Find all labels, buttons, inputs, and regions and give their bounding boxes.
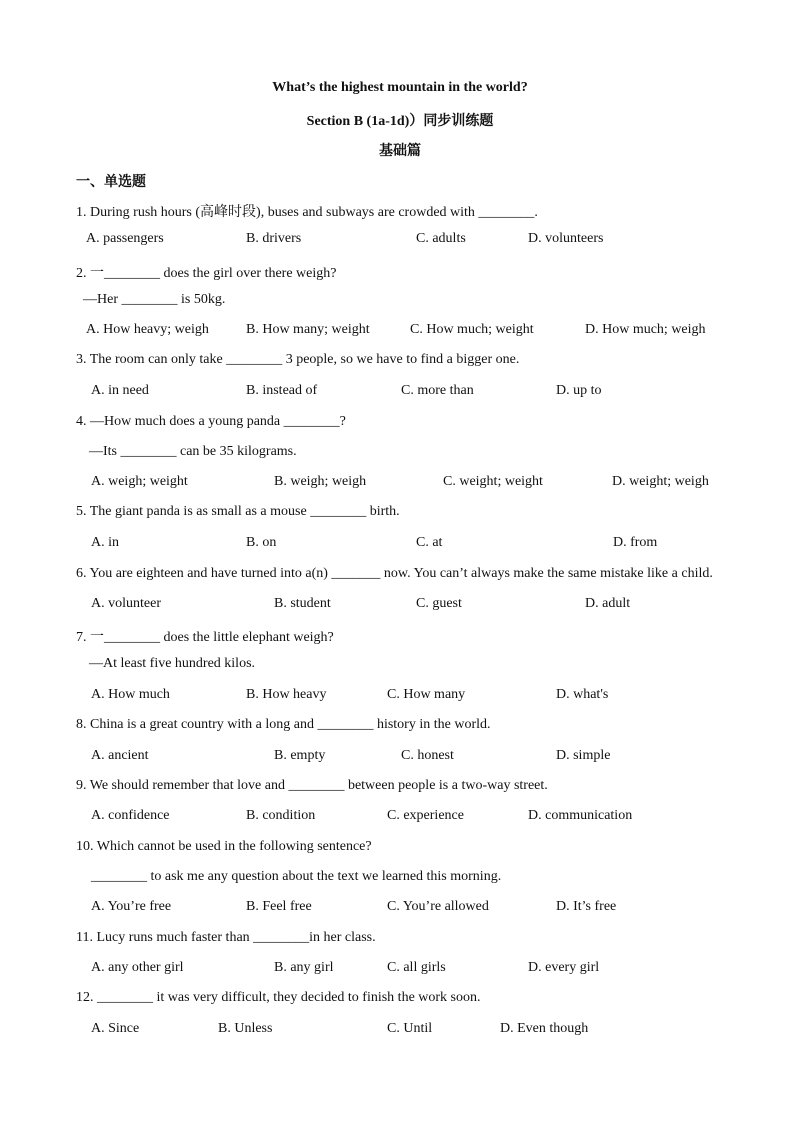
- question-12-option-b[interactable]: B. Unless: [218, 1021, 273, 1036]
- question-3-option-c[interactable]: C. more than: [401, 383, 474, 398]
- question-10-option-c[interactable]: C. You’re allowed: [387, 899, 489, 914]
- question-11-stem: 11. Lucy runs much faster than ________in her class.: [76, 930, 376, 945]
- question-7-line-2: —At least five hundred kilos.: [89, 656, 256, 671]
- question-11-option-d[interactable]: D. every girl: [528, 960, 600, 975]
- question-7-option-b[interactable]: B. How heavy: [246, 687, 327, 702]
- worksheet-title: What’s the highest mountain in the world?: [272, 80, 528, 95]
- question-8-stem: 8. China is a great country with a long and ________ history in the world.: [76, 717, 491, 732]
- question-1-option-d[interactable]: D. volunteers: [528, 231, 604, 246]
- question-4-option-d[interactable]: D. weight; weigh: [612, 474, 709, 489]
- question-10-option-b[interactable]: B. Feel free: [246, 899, 312, 914]
- question-12-option-a[interactable]: A. Since: [91, 1021, 140, 1036]
- question-4-option-b[interactable]: B. weigh; weigh: [274, 474, 367, 489]
- question-7-option-c[interactable]: C. How many: [387, 687, 466, 702]
- question-3-option-a[interactable]: A. in need: [91, 383, 149, 398]
- question-2-option-a[interactable]: A. How heavy; weigh: [86, 322, 209, 337]
- question-2-option-c[interactable]: C. How much; weight: [410, 322, 534, 337]
- question-6-option-d[interactable]: D. adult: [585, 596, 631, 611]
- question-4-option-c[interactable]: C. weight; weight: [443, 474, 543, 489]
- question-3-stem: 3. The room can only take ________ 3 people, so we have to find a bigger one.: [76, 352, 520, 367]
- worksheet-level: 基础篇: [379, 144, 421, 159]
- question-3-option-d[interactable]: D. up to: [556, 383, 602, 398]
- question-5-option-a[interactable]: A. in: [91, 535, 119, 550]
- question-7-option-d[interactable]: D. what's: [556, 687, 609, 702]
- question-8-option-d[interactable]: D. simple: [556, 748, 611, 763]
- question-6-option-a[interactable]: A. volunteer: [91, 596, 161, 611]
- question-6-stem: 6. You are eighteen and have turned into a(n) _______ now. You can’t always make the same mistake like a child.: [76, 566, 713, 581]
- question-1-option-b[interactable]: B. drivers: [246, 231, 302, 246]
- question-11-option-a[interactable]: A. any other girl: [91, 960, 184, 975]
- question-10-stem: 10. Which cannot be used in the following sentence?: [76, 839, 372, 854]
- question-3-option-b[interactable]: B. instead of: [246, 383, 318, 398]
- question-9-option-b[interactable]: B. condition: [246, 808, 316, 823]
- question-8-option-c[interactable]: C. honest: [401, 748, 454, 763]
- question-2-stem: 2. 一________ does the girl over there weigh?: [76, 266, 337, 281]
- question-4-option-a[interactable]: A. weigh; weight: [91, 474, 188, 489]
- question-9-option-d[interactable]: D. communication: [528, 808, 633, 823]
- question-12-option-c[interactable]: C. Until: [387, 1021, 433, 1036]
- question-2-option-d[interactable]: D. How much; weigh: [585, 322, 706, 337]
- question-9-stem: 9. We should remember that love and ________ between people is a two-way street.: [76, 778, 548, 793]
- question-5-option-c[interactable]: C. at: [416, 535, 443, 550]
- question-11-option-b[interactable]: B. any girl: [274, 960, 334, 975]
- question-10-option-d[interactable]: D. It’s free: [556, 899, 617, 914]
- question-1-option-c[interactable]: C. adults: [416, 231, 466, 246]
- question-9-option-c[interactable]: C. experience: [387, 808, 464, 823]
- question-6-option-b[interactable]: B. student: [274, 596, 331, 611]
- question-5-option-b[interactable]: B. on: [246, 535, 277, 550]
- question-2-line-2: —Her ________ is 50kg.: [83, 292, 226, 307]
- question-9-option-a[interactable]: A. confidence: [91, 808, 170, 823]
- worksheet-subtitle: Section B (1a-1d)）同步训练题: [306, 114, 494, 129]
- question-7-option-a[interactable]: A. How much: [91, 687, 170, 702]
- question-7-stem: 7. 一________ does the little elephant weigh?: [76, 630, 334, 645]
- question-2-option-b[interactable]: B. How many; weight: [246, 322, 370, 337]
- question-10-line-2: ________ to ask me any question about the text we learned this morning.: [91, 869, 502, 884]
- question-6-option-c[interactable]: C. guest: [416, 596, 462, 611]
- section-title: 一、单选题: [76, 175, 146, 190]
- question-11-option-c[interactable]: C. all girls: [387, 960, 446, 975]
- question-5-stem: 5. The giant panda is as small as a mouse ________ birth.: [76, 504, 400, 519]
- question-12-option-d[interactable]: D. Even though: [500, 1021, 589, 1036]
- question-8-option-a[interactable]: A. ancient: [91, 748, 149, 763]
- question-12-stem: 12. ________ it was very difficult, they decided to finish the work soon.: [76, 990, 481, 1005]
- question-10-option-a[interactable]: A. You’re free: [91, 899, 172, 914]
- question-1-option-a[interactable]: A. passengers: [86, 231, 164, 246]
- question-1-stem: 1. During rush hours (高峰时段), buses and subways are crowded with ________.: [76, 205, 538, 220]
- question-5-option-d[interactable]: D. from: [613, 535, 658, 550]
- question-4-line-2: —Its ________ can be 35 kilograms.: [89, 444, 297, 459]
- question-4-stem: 4. —How much does a young panda ________?: [76, 414, 346, 429]
- question-8-option-b[interactable]: B. empty: [274, 748, 326, 763]
